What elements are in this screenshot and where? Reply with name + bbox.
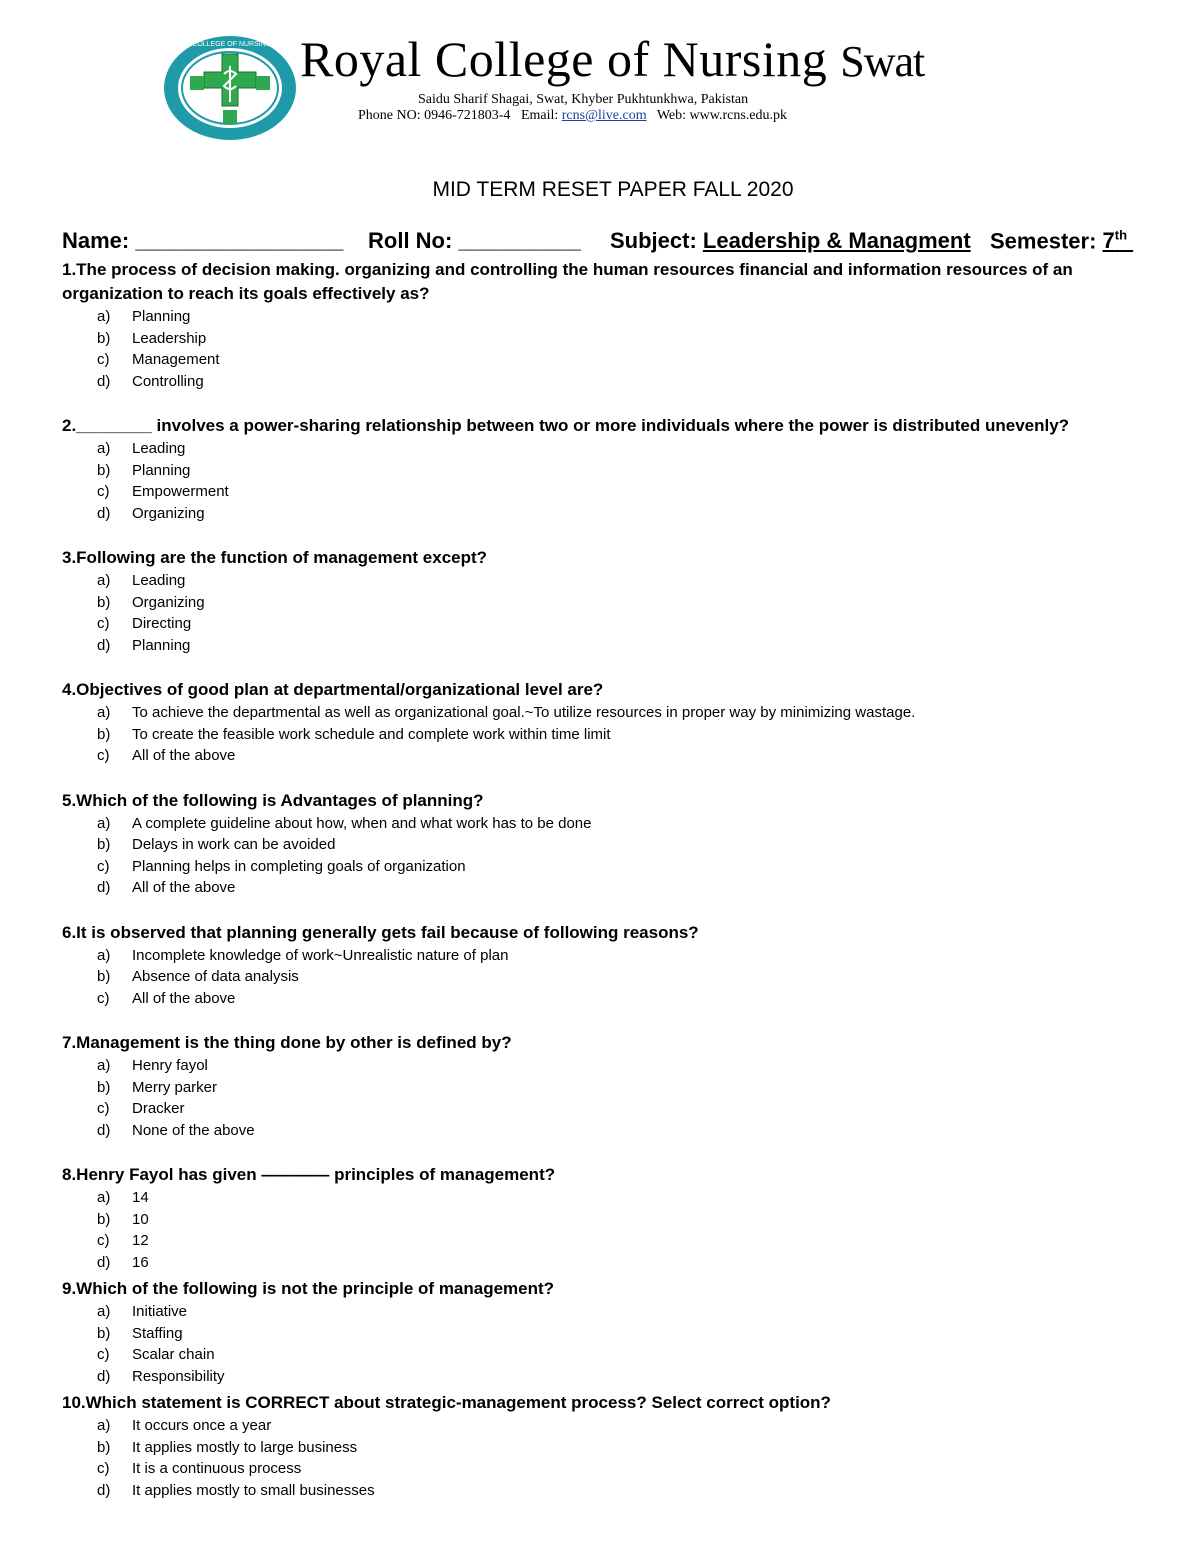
college-address: Saidu Sharif Shagai, Swat, Khyber Pukhtunkhwa, Pakistan bbox=[418, 92, 749, 107]
option-text: Leading bbox=[132, 440, 186, 457]
option-text: All of the above bbox=[132, 747, 236, 764]
option-list bbox=[62, 570, 1122, 656]
option-letter: c) bbox=[97, 1346, 110, 1363]
option-text: 14 bbox=[132, 1189, 149, 1206]
question-text: 1.The process of decision making. organizing and controlling the human resources financial and information resources of an organization to reach its goals effectively as? bbox=[62, 260, 1073, 303]
answer-option[interactable] bbox=[62, 1055, 1122, 1077]
answer-option[interactable] bbox=[62, 1323, 1122, 1345]
option-letter: b) bbox=[97, 1078, 111, 1096]
question-9 bbox=[62, 1277, 1122, 1387]
answer-option[interactable] bbox=[62, 1458, 1122, 1480]
question-text: 6.It is observed that planning generally gets fail because of following reasons? bbox=[62, 922, 699, 942]
option-letter: b) bbox=[97, 461, 111, 479]
answer-option[interactable] bbox=[62, 1344, 1122, 1366]
option-text: All of the above bbox=[132, 989, 236, 1007]
option-letter: a) bbox=[97, 1303, 111, 1320]
option-letter: b) bbox=[97, 329, 111, 347]
option-text: Planning bbox=[132, 636, 191, 654]
option-letter: a) bbox=[97, 1057, 111, 1074]
name-blank: _________________ bbox=[135, 228, 344, 253]
option-list bbox=[62, 813, 1122, 899]
subject-value: Leadership & Managment bbox=[702, 228, 971, 253]
semester-field bbox=[990, 228, 1133, 254]
answer-option[interactable] bbox=[62, 1098, 1122, 1120]
question-5 bbox=[62, 789, 1122, 899]
option-list bbox=[62, 945, 1122, 1010]
option-letter: b) bbox=[97, 1210, 111, 1228]
option-letter: a) bbox=[97, 572, 111, 589]
option-list bbox=[62, 702, 1122, 767]
option-letter: c) bbox=[97, 747, 110, 764]
option-letter: c) bbox=[97, 1100, 110, 1117]
option-letter: b) bbox=[97, 968, 111, 985]
subject-label: Subject: bbox=[610, 228, 697, 253]
roll-no-field[interactable] bbox=[368, 228, 581, 254]
option-letter: a) bbox=[97, 704, 111, 721]
option-text: 10 bbox=[132, 1210, 149, 1228]
option-text: It occurs once a year bbox=[132, 1417, 272, 1434]
option-text: All of the above bbox=[132, 879, 236, 896]
option-text: It applies mostly to large business bbox=[132, 1438, 358, 1456]
answer-option[interactable] bbox=[62, 349, 1122, 371]
student-info-row bbox=[62, 228, 1142, 258]
answer-option[interactable] bbox=[62, 460, 1122, 482]
roll-no-label: Roll No: bbox=[368, 228, 453, 253]
question-8 bbox=[62, 1163, 1122, 1273]
answer-option[interactable] bbox=[62, 702, 1122, 724]
option-letter: c) bbox=[97, 989, 110, 1007]
answer-option[interactable] bbox=[62, 503, 1122, 525]
email-link[interactable]: rcns@live.com bbox=[561, 108, 647, 123]
answer-option[interactable] bbox=[62, 328, 1122, 350]
option-letter: b) bbox=[97, 593, 111, 611]
option-text: Controlling bbox=[132, 372, 204, 390]
option-text: Directing bbox=[132, 615, 192, 632]
option-text: Management bbox=[132, 351, 220, 368]
answer-option[interactable] bbox=[62, 834, 1122, 856]
answer-option[interactable] bbox=[62, 438, 1122, 460]
answer-option[interactable] bbox=[62, 306, 1122, 328]
option-text: Planning bbox=[132, 461, 191, 479]
option-text: Henry fayol bbox=[132, 1057, 208, 1074]
option-letter: a) bbox=[97, 946, 111, 964]
answer-option[interactable] bbox=[62, 635, 1122, 657]
answer-option[interactable] bbox=[62, 877, 1122, 899]
answer-option[interactable] bbox=[62, 1187, 1122, 1209]
option-text: To create the feasible work schedule and complete work within time limit bbox=[132, 725, 611, 743]
roll-no-blank: __________ bbox=[458, 228, 581, 253]
option-text: Leading bbox=[132, 572, 186, 589]
option-text: Organizing bbox=[132, 593, 205, 611]
semester-label: Semester: bbox=[990, 228, 1097, 254]
answer-option[interactable] bbox=[62, 613, 1122, 635]
answer-option[interactable] bbox=[62, 856, 1122, 878]
option-list bbox=[62, 306, 1122, 392]
option-letter: d) bbox=[97, 1253, 111, 1271]
answer-option[interactable] bbox=[62, 1252, 1122, 1274]
answer-option[interactable] bbox=[62, 813, 1122, 835]
option-text: A complete guideline about how, when and what work has to be done bbox=[132, 814, 592, 832]
option-letter: c) bbox=[97, 857, 110, 875]
option-letter: d) bbox=[97, 1481, 111, 1499]
college-contact bbox=[358, 108, 787, 124]
option-text: Initiative bbox=[132, 1303, 188, 1320]
college-logo bbox=[160, 32, 300, 144]
letterhead bbox=[160, 28, 1060, 148]
option-text: Responsibility bbox=[132, 1367, 225, 1385]
semester-suffix: th bbox=[1114, 228, 1128, 243]
college-city: Swat bbox=[840, 37, 925, 86]
option-text: Absence of data analysis bbox=[132, 968, 299, 985]
answer-option[interactable] bbox=[62, 724, 1122, 746]
question-6 bbox=[62, 921, 1122, 1010]
option-letter: a) bbox=[97, 1189, 111, 1206]
option-text: It is a continuous process bbox=[132, 1460, 302, 1477]
name-field[interactable] bbox=[62, 228, 343, 254]
answer-option[interactable] bbox=[62, 1437, 1122, 1459]
option-text: Empowerment bbox=[132, 483, 229, 500]
answer-option[interactable] bbox=[62, 371, 1122, 393]
option-text: Leadership bbox=[132, 329, 207, 347]
logo-text: ROYAL COLLEGE OF NURSING SWAT bbox=[167, 41, 293, 48]
option-letter: c) bbox=[97, 1232, 110, 1249]
subject-field bbox=[610, 228, 971, 254]
answer-option[interactable] bbox=[62, 570, 1122, 592]
option-letter: c) bbox=[97, 1460, 110, 1477]
question-list bbox=[62, 258, 1122, 1501]
question-text: 5.Which of the following is Advantages of planning? bbox=[62, 790, 484, 810]
semester-value: 7 bbox=[1102, 228, 1115, 254]
answer-option[interactable] bbox=[62, 988, 1122, 1010]
option-letter: d) bbox=[97, 504, 111, 522]
option-letter: c) bbox=[97, 351, 110, 368]
option-letter: b) bbox=[97, 1324, 111, 1342]
option-text: To achieve the departmental as well as organizational goal.~To utilize resources in proper way by minimizing wastage. bbox=[132, 704, 916, 721]
exam-title: MID TERM RESET PAPER FALL 2020 bbox=[432, 178, 794, 201]
answer-option[interactable] bbox=[62, 481, 1122, 503]
option-text: It applies mostly to small businesses bbox=[132, 1481, 375, 1499]
phone: Phone NO: 0946-721803-4 bbox=[358, 108, 511, 123]
email-label: Email: bbox=[520, 108, 559, 123]
question-2 bbox=[62, 414, 1122, 524]
option-letter: d) bbox=[97, 1121, 111, 1139]
question-text: 7.Management is the thing done by other is defined by? bbox=[62, 1033, 512, 1052]
question-3 bbox=[62, 546, 1122, 656]
option-list bbox=[62, 1301, 1122, 1387]
option-text: Planning bbox=[132, 308, 191, 325]
option-list bbox=[62, 1187, 1122, 1273]
answer-option[interactable] bbox=[62, 1366, 1122, 1388]
website: Web: www.rcns.edu.pk bbox=[656, 108, 787, 123]
option-text: None of the above bbox=[132, 1121, 255, 1139]
option-text: Merry parker bbox=[132, 1078, 218, 1096]
question-text: 10.Which statement is CORRECT about strategic-management process? Select correct option? bbox=[62, 1393, 831, 1412]
option-text: 12 bbox=[132, 1232, 149, 1249]
question-text: 4.Objectives of good plan at departmental/organizational level are? bbox=[62, 680, 604, 699]
name-label: Name: bbox=[62, 228, 130, 253]
option-letter: d) bbox=[97, 372, 111, 390]
answer-option[interactable] bbox=[62, 745, 1122, 767]
question-text: 2.________ involves a power-sharing relationship between two or more individuals where the power is distributed unevenly? bbox=[62, 416, 1070, 435]
question-text: 9.Which of the following is not the principle of management? bbox=[62, 1279, 555, 1298]
answer-option[interactable] bbox=[62, 945, 1122, 967]
question-10 bbox=[62, 1391, 1122, 1501]
option-text: Staffing bbox=[132, 1324, 183, 1342]
option-letter: c) bbox=[97, 483, 110, 500]
option-text: Scalar chain bbox=[132, 1346, 215, 1363]
option-list bbox=[62, 1415, 1122, 1501]
question-7 bbox=[62, 1031, 1122, 1141]
answer-option[interactable] bbox=[62, 1209, 1122, 1231]
option-letter: a) bbox=[97, 440, 111, 457]
option-letter: a) bbox=[97, 308, 111, 325]
option-letter: b) bbox=[97, 725, 111, 743]
option-text: Planning helps in completing goals of organization bbox=[132, 857, 466, 875]
option-letter: a) bbox=[97, 814, 111, 832]
question-4 bbox=[62, 678, 1122, 767]
answer-option[interactable] bbox=[62, 1480, 1122, 1502]
answer-option[interactable] bbox=[62, 1077, 1122, 1099]
option-text: Incomplete knowledge of work~Unrealistic nature of plan bbox=[132, 946, 509, 964]
option-letter: b) bbox=[97, 1438, 111, 1456]
answer-option[interactable] bbox=[62, 1230, 1122, 1252]
college-name-text: Royal College of Nursing bbox=[300, 31, 828, 87]
option-letter: d) bbox=[97, 636, 111, 654]
option-list bbox=[62, 438, 1122, 524]
option-letter: b) bbox=[97, 836, 111, 853]
answer-option[interactable] bbox=[62, 966, 1122, 988]
question-text: 8.Henry Fayol has given ———— principles of management? bbox=[62, 1165, 556, 1184]
option-letter: c) bbox=[97, 615, 110, 632]
college-name bbox=[300, 30, 924, 88]
question-text: 3.Following are the function of management except? bbox=[62, 548, 488, 567]
option-text: 16 bbox=[132, 1253, 149, 1271]
option-letter: d) bbox=[97, 879, 111, 896]
option-list bbox=[62, 1055, 1122, 1141]
option-text: Dracker bbox=[132, 1100, 185, 1117]
question-1 bbox=[62, 258, 1122, 392]
answer-option[interactable] bbox=[62, 1120, 1122, 1142]
answer-option[interactable] bbox=[62, 592, 1122, 614]
option-letter: a) bbox=[97, 1417, 111, 1434]
answer-option[interactable] bbox=[62, 1415, 1122, 1437]
option-text: Organizing bbox=[132, 504, 205, 522]
option-letter: d) bbox=[97, 1367, 111, 1385]
answer-option[interactable] bbox=[62, 1301, 1122, 1323]
option-text: Delays in work can be avoided bbox=[132, 836, 336, 853]
